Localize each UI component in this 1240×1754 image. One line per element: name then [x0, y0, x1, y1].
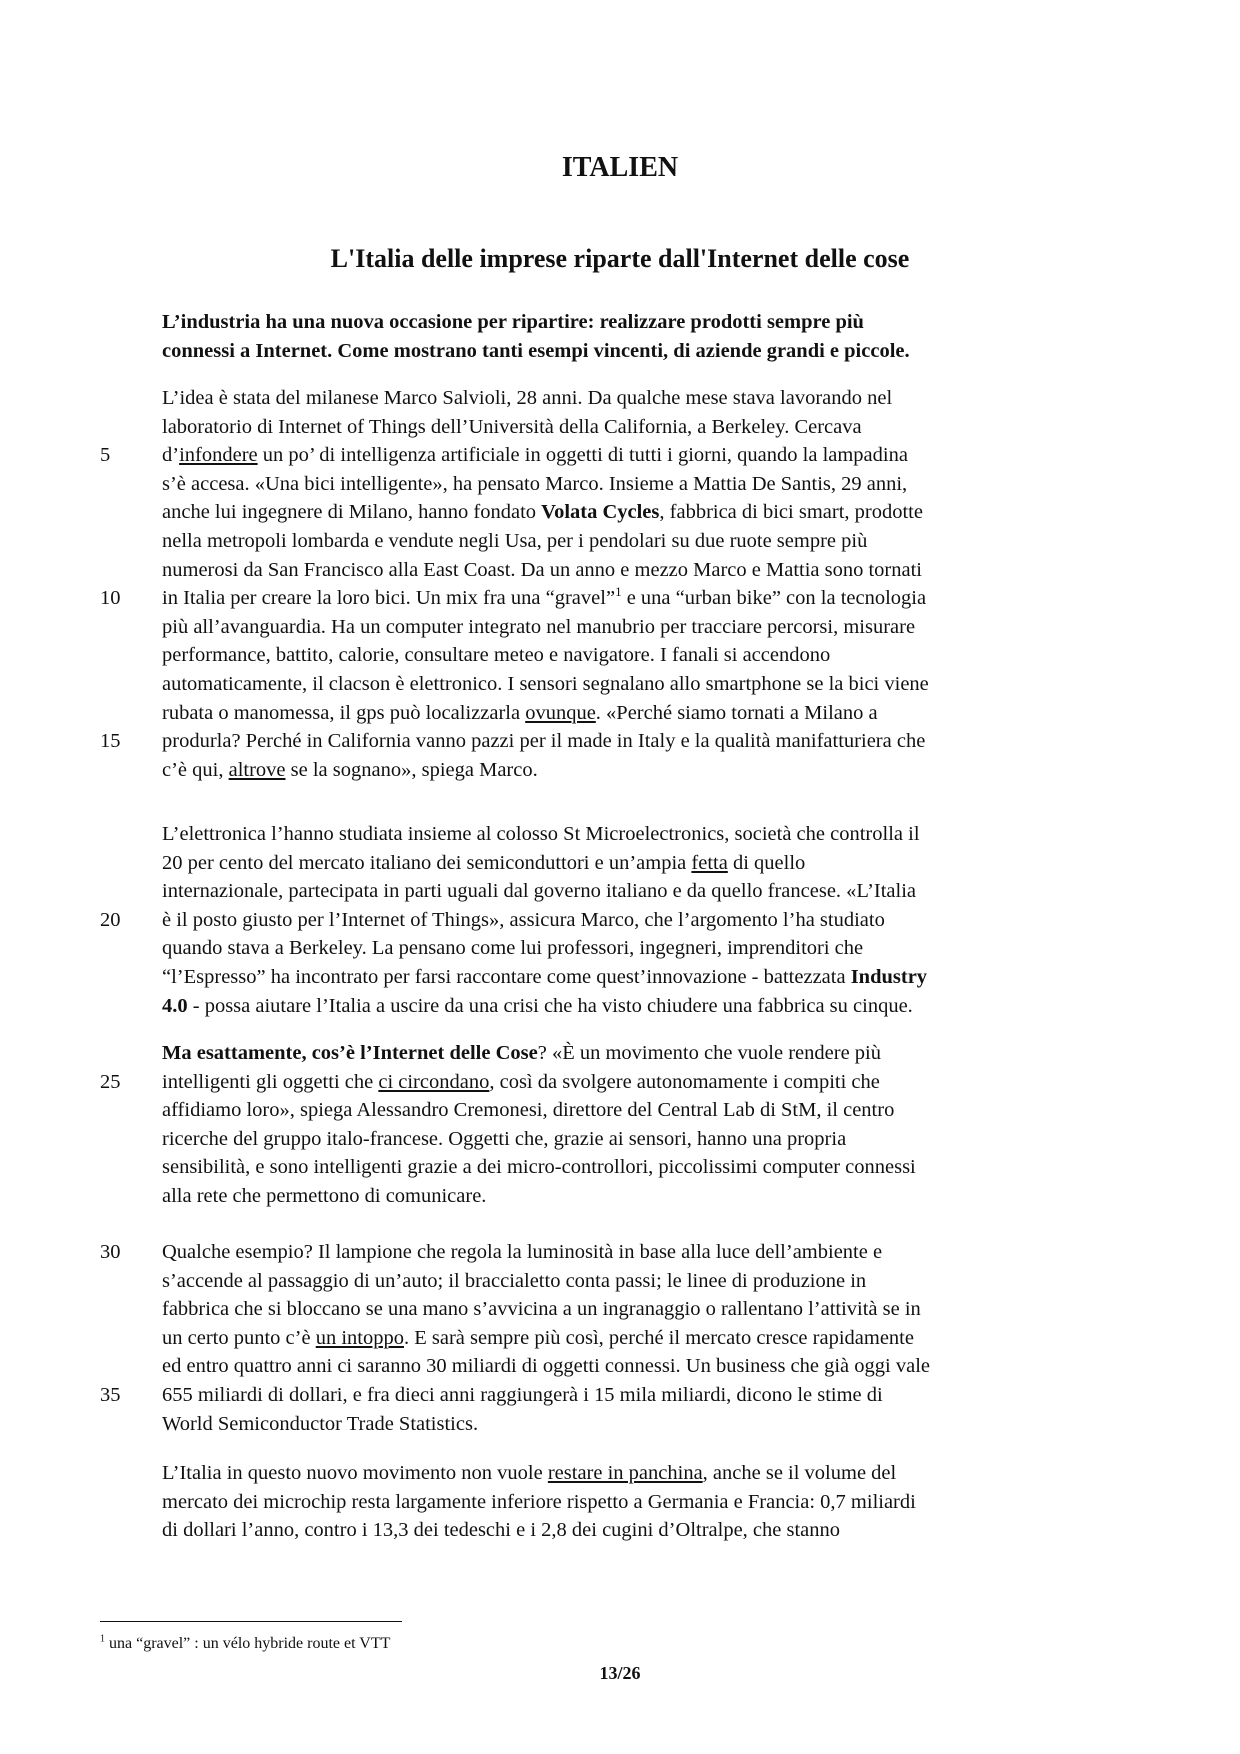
text-line: “l’Espresso” ha incontrato per farsi raccontare come quest’innovazione - battezzata Industry: [162, 965, 928, 988]
lead-line: connessi a Internet. Come mostrano tanti esempi vincenti, di aziende grandi e piccole.: [162, 339, 910, 362]
paragraph-1: [162, 384, 1104, 784]
text-line: numerosi da San Francisco alla East Coast. Da un anno e mezzo Marco e Mattia sono tornati: [162, 558, 922, 581]
footnote-divider: [100, 1621, 402, 1622]
text-line: ricerche del gruppo italo-francese. Oggetti che, grazie ai sensori, hanno una propria: [162, 1127, 847, 1150]
text-line: rubata o manomessa, il gps può localizzarla ovunque. «Perché siamo tornati a Milano a: [162, 701, 878, 724]
text-line: mercato dei microchip resta largamente inferiore rispetto a Germania e Francia: 0,7 miliardi: [162, 1490, 916, 1513]
text-line: d’infondere un po’ di intelligenza artificiale in oggetti di tutti i giorni, quando la lampadina: [162, 444, 908, 467]
text-line: produrla? Perché in California vanno pazzi per il made in Italy e la qualità manifatturiera che: [162, 730, 926, 753]
text-line: fabbrica che si bloccano se una mano s’avvicina a un ingranaggio o rallentano l’attività se in: [162, 1298, 921, 1321]
text-line: L’Italia in questo nuovo movimento non vuole restare in panchina, anche se il volume del: [162, 1462, 897, 1484]
text-line: automaticamente, il clacson è elettronico. I sensori segnalano allo smartphone se la bici viene: [162, 672, 929, 695]
text-line: laboratorio di Internet of Things dell’Università della California, a Berkeley. Cercava: [162, 415, 862, 438]
underlined-word: restare in panchina: [547, 1462, 703, 1484]
text-line: internazionale, partecipata in parti uguali dal governo italiano e da quello francese. «L’Italia: [162, 880, 917, 903]
paragraph-5: [162, 1459, 1104, 1545]
text-line: ed entro quattro anni ci saranno 30 miliardi di oggetti connessi. Un business che già oggi vale: [162, 1355, 930, 1378]
footnote-text: una “gravel” : un vélo hybride route et VTT: [105, 1635, 391, 1652]
underlined-word: un intoppo: [315, 1326, 404, 1349]
underlined-word: infondere: [179, 444, 258, 467]
text-line: Ma esattamente, cos’è l’Internet delle Cose? «È un movimento che vuole rendere più: [162, 1042, 881, 1064]
section-title: ITALIEN: [561, 152, 679, 183]
page-number: 13/26: [599, 1663, 641, 1683]
underlined-word: altrove: [228, 758, 286, 781]
text-line: affidiamo loro», spiega Alessandro Cremonesi, direttore del Central Lab di StM, il centro: [162, 1099, 895, 1122]
text-line: 20 per cento del mercato italiano dei semiconduttori e un’ampia fetta di quello: [162, 851, 806, 874]
paragraph-2: [162, 820, 1104, 1020]
text-line: Qualche esempio? Il lampione che regola la luminosità in base alla luce dell’ambiente e: [162, 1241, 883, 1263]
line-number: 10: [100, 587, 121, 609]
text-line: performance, battito, calorie, consultare meteo e navigatore. I fanali si accendono: [162, 644, 831, 667]
text-line: un certo punto c’è un intoppo. E sarà sempre più così, perché il mercato cresce rapidamente: [162, 1326, 914, 1349]
paragraph-3: [162, 1039, 1104, 1211]
footnote-ref: 1: [615, 584, 622, 600]
underlined-word: fetta: [691, 851, 728, 874]
text-line: è il posto giusto per l’Internet of Things», assicura Marco, che l’argomento l’ha studiato: [162, 908, 885, 931]
line-number: 15: [100, 730, 121, 752]
footnote-marker: 1: [100, 1633, 105, 1645]
text-line: c’è qui, altrove se la sognano», spiega Marco.: [162, 758, 538, 781]
text-line: più all’avanguardia. Ha un computer integrato nel manubrio per tracciare percorsi, misurare: [162, 615, 916, 638]
text-line: sensibilità, e sono intelligenti grazie a dei micro-controllori, piccolissimi computer connessi: [162, 1156, 916, 1179]
text-line: L’elettronica l’hanno studiata insieme al colosso St Microelectronics, società che controlla il: [162, 823, 920, 845]
text-line: in Italia per creare la loro bici. Un mix fra una “gravel”$^1$ e una “urban bike” con la tecnologia: [162, 584, 927, 610]
line-number: 5: [100, 444, 111, 466]
lead-paragraph: [162, 308, 1104, 365]
headline: L'Italia delle imprese riparte dall'Internet delle cose: [330, 244, 910, 273]
text-line: alla rete che permettono di comunicare.: [162, 1184, 487, 1207]
bold-term: 4.0: [162, 994, 188, 1017]
paragraph-4: [162, 1238, 1104, 1438]
lead-line: L’industria ha una nuova occasione per ripartire: realizzare prodotti sempre più: [162, 311, 864, 333]
text-line: 4.0 - possa aiutare l’Italia a uscire da una crisi che ha visto chiudere una fabbrica su cinque.: [162, 994, 913, 1017]
line-number: 30: [100, 1241, 121, 1263]
company-name: Volata Cycles: [541, 501, 660, 524]
text-line: 655 miliardi di dollari, e fra dieci anni raggiungerà i 15 mila miliardi, dicono le stime di: [162, 1383, 883, 1406]
text-line: s’accende al passaggio di un’auto; il braccialetto conta passi; le linee di produzione in: [162, 1269, 867, 1292]
text-line: anche lui ingegnere di Milano, hanno fondato Volata Cycles, fabbrica di bici smart, prodotte: [162, 501, 923, 524]
line-number: 35: [100, 1384, 121, 1406]
line-number: 20: [100, 909, 121, 931]
underlined-word: ci circondano: [378, 1070, 490, 1093]
footnote: [100, 1635, 390, 1653]
text-line: quando stava a Berkeley. La pensano come lui professori, ingegneri, imprenditori che: [162, 937, 864, 960]
text-line: intelligenti gli oggetti che ci circondano, così da svolgere autonomamente i compiti che: [162, 1070, 880, 1093]
text-line: World Semiconductor Trade Statistics.: [162, 1412, 479, 1435]
bold-term: Industry: [850, 965, 928, 988]
text-line: nella metropoli lombarda e vendute negli Usa, per i pendolari su due ruote sempre più: [162, 529, 868, 552]
bold-question: Ma esattamente, cos’è l’Internet delle Cose: [162, 1042, 538, 1064]
underlined-word: ovunque: [525, 701, 596, 724]
text-line: L’idea è stata del milanese Marco Salvioli, 28 anni. Da qualche mese stava lavorando nel: [162, 387, 893, 409]
line-number: 25: [100, 1071, 121, 1093]
text-line: di dollari l’anno, contro i 13,3 dei tedeschi e i 2,8 dei cugini d’Oltralpe, che stanno: [162, 1519, 841, 1542]
text-line: s’è accesa. «Una bici intelligente», ha pensato Marco. Insieme a Mattia De Santis, 29 anni,: [162, 472, 908, 495]
